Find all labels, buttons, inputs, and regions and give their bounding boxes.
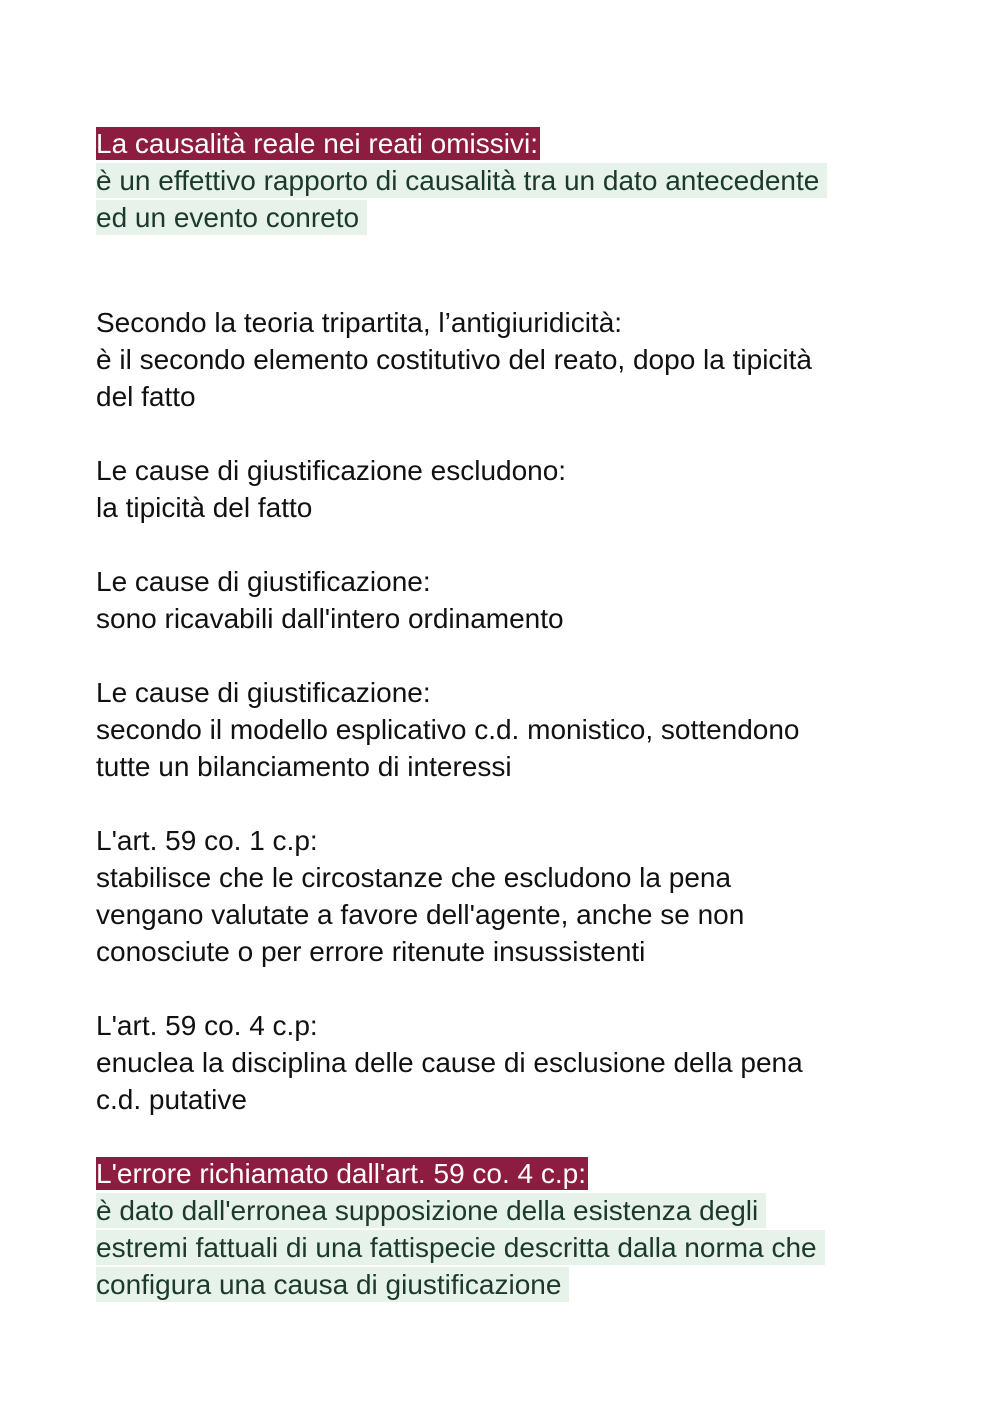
qa-block <box>96 125 896 236</box>
answer-line: è il secondo elemento costitutivo del reato, dopo la tipicità <box>96 344 812 375</box>
answer-line: vengano valutate a favore dell'agente, anche se non <box>96 899 745 930</box>
qa-block <box>96 304 896 415</box>
answer-line: è un effettivo rapporto di causalità tra un dato antecedente <box>96 163 827 198</box>
question-text: Secondo la teoria tripartita, l’antigiuridicità: <box>96 307 623 338</box>
spacer <box>96 526 896 563</box>
qa-block <box>96 674 896 785</box>
qa-block <box>96 563 896 637</box>
answer-line: tutte un bilanciamento di interessi <box>96 751 512 782</box>
spacer <box>96 637 896 674</box>
spacer <box>96 785 896 822</box>
qa-block <box>96 1007 896 1118</box>
answer-line: enuclea la disciplina delle cause di esclusione della pena <box>96 1047 803 1078</box>
answer-line: conosciute o per errore ritenute insussistenti <box>96 936 646 967</box>
answer-line: c.d. putative <box>96 1084 247 1115</box>
question-text: Le cause di giustificazione escludono: <box>96 455 567 486</box>
question-text: Le cause di giustificazione: <box>96 566 431 597</box>
spacer <box>96 236 896 304</box>
question-text: Le cause di giustificazione: <box>96 677 431 708</box>
qa-block <box>96 1155 896 1303</box>
question-text: La causalità reale nei reati omissivi: <box>96 128 538 159</box>
question-text: L'art. 59 co. 4 c.p: <box>96 1010 318 1041</box>
qa-block <box>96 822 896 970</box>
answer-line: stabilisce che le circostanze che escludono la pena <box>96 862 732 893</box>
question-text: L'art. 59 co. 1 c.p: <box>96 825 318 856</box>
qa-block <box>96 452 896 526</box>
answer-line: configura una causa di giustificazione <box>96 1267 569 1302</box>
document-page <box>96 125 896 1303</box>
answer-line: sono ricavabili dall'intero ordinamento <box>96 603 564 634</box>
question-text: L'errore richiamato dall'art. 59 co. 4 c.p: <box>96 1158 587 1189</box>
answer-line: la tipicità del fatto <box>96 492 313 523</box>
spacer <box>96 970 896 1007</box>
answer-line: è dato dall'erronea supposizione della esistenza degli <box>96 1193 766 1228</box>
answer-line: secondo il modello esplicativo c.d. monistico, sottendono <box>96 714 800 745</box>
spacer <box>96 415 896 452</box>
spacer <box>96 1118 896 1155</box>
answer-line: estremi fattuali di una fattispecie descritta dalla norma che <box>96 1230 825 1265</box>
answer-line: ed un evento conreto <box>96 200 367 235</box>
answer-line: del fatto <box>96 381 196 412</box>
